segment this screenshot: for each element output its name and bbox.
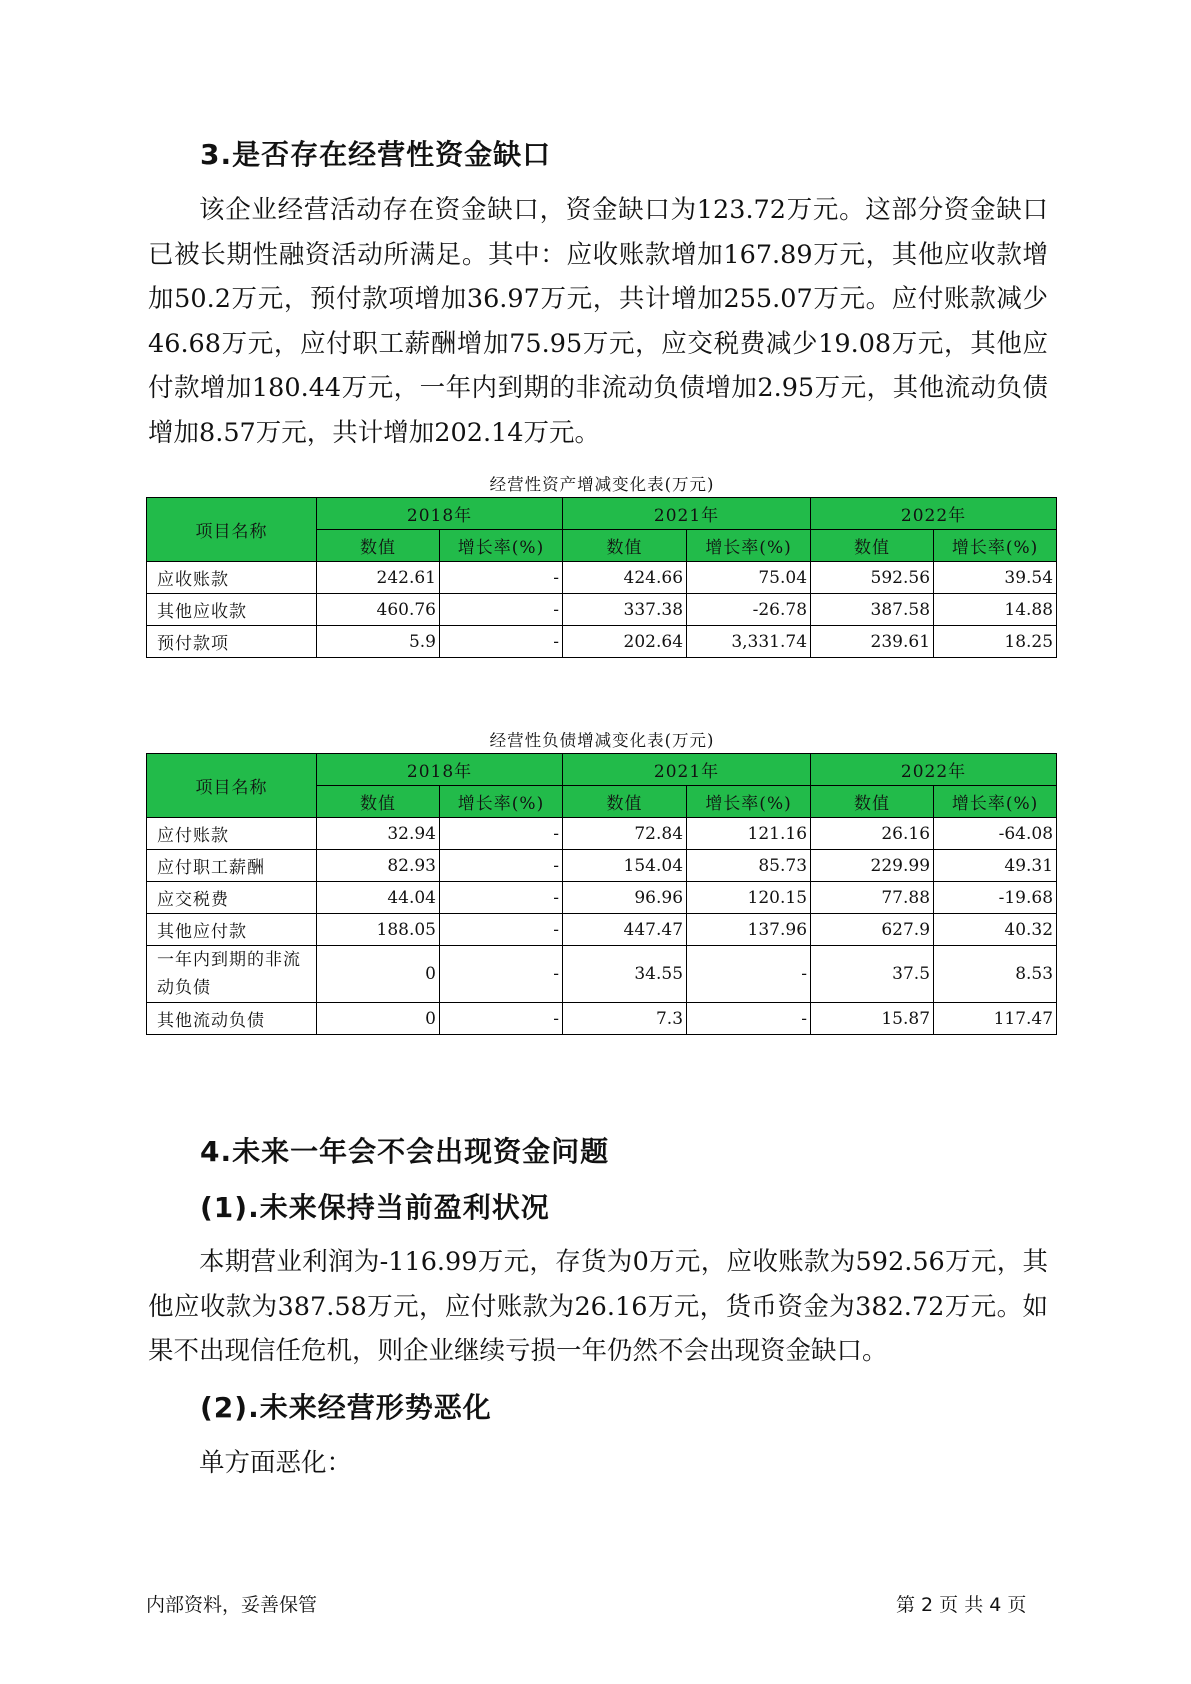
- table-row: [147, 914, 1057, 946]
- asset-table-caption: 经营性资产增减变化表(万元): [489, 475, 715, 494]
- cell-value: 37.5: [811, 946, 934, 1003]
- cell-value: 7.3: [563, 1003, 687, 1035]
- cell-value: 26.16: [811, 818, 934, 850]
- header-growth-rate: 增长率(%): [440, 530, 563, 562]
- subsection-2-paragraph: 单方面恶化：: [199, 1448, 353, 1478]
- cell-value: 627.9: [811, 914, 934, 946]
- header-value: 数值: [563, 530, 687, 562]
- header-year: 2018年: [317, 498, 563, 530]
- table-row: [147, 1003, 1057, 1035]
- header-growth-rate: 增长率(%): [440, 786, 563, 818]
- subsection-2-heading: (2).未来经营形势恶化: [200, 1391, 492, 1424]
- row-label: 一年内到期的非流动负债: [147, 946, 317, 1003]
- cell-rate: 75.04: [687, 562, 811, 594]
- cell-value: 424.66: [563, 562, 687, 594]
- cell-rate: 18.25: [934, 626, 1057, 658]
- header-growth-rate: 增长率(%): [687, 786, 811, 818]
- row-label: 应付职工薪酬: [147, 850, 317, 882]
- cell-value: 242.61: [317, 562, 440, 594]
- cell-value: 82.93: [317, 850, 440, 882]
- cell-value: 0: [317, 946, 440, 1003]
- cell-value: 0: [317, 1003, 440, 1035]
- footer-confidential-note: 内部资料，妥善保管: [146, 1594, 318, 1616]
- header-item-name: 项目名称: [147, 498, 317, 562]
- cell-value: 34.55: [563, 946, 687, 1003]
- cell-rate: 137.96: [687, 914, 811, 946]
- header-growth-rate: 增长率(%): [934, 786, 1057, 818]
- cell-rate: 39.54: [934, 562, 1057, 594]
- cell-rate: -: [440, 562, 563, 594]
- header-year: 2018年: [317, 754, 563, 786]
- header-value: 数值: [563, 786, 687, 818]
- section-3-heading: 3.是否存在经营性资金缺口: [200, 138, 552, 171]
- cell-rate: -: [440, 914, 563, 946]
- cell-rate: 40.32: [934, 914, 1057, 946]
- cell-rate: -64.08: [934, 818, 1057, 850]
- cell-rate: 14.88: [934, 594, 1057, 626]
- table-row: [147, 626, 1057, 658]
- section-4-heading: 4.未来一年会不会出现资金问题: [200, 1135, 610, 1168]
- table-row: [147, 946, 1057, 1003]
- cell-rate: -19.68: [934, 882, 1057, 914]
- cell-value: 229.99: [811, 850, 934, 882]
- row-label: 应付账款: [147, 818, 317, 850]
- row-label: 预付款项: [147, 626, 317, 658]
- header-value: 数值: [811, 786, 934, 818]
- cell-rate: -: [687, 946, 811, 1003]
- header-year: 2021年: [563, 498, 811, 530]
- cell-value: 72.84: [563, 818, 687, 850]
- header-value: 数值: [811, 530, 934, 562]
- cell-value: 154.04: [563, 850, 687, 882]
- liability-change-table: [146, 753, 1057, 1035]
- row-label: 其他应付款: [147, 914, 317, 946]
- header-growth-rate: 增长率(%): [687, 530, 811, 562]
- cell-rate: -: [440, 1003, 563, 1035]
- cell-value: 15.87: [811, 1003, 934, 1035]
- cell-rate: -: [440, 850, 563, 882]
- cell-value: 77.88: [811, 882, 934, 914]
- subsection-1-paragraph: 本期营业利润为-116.99万元，存货为0万元，应收账款为592.56万元，其他应收款为387.58万元，应付账款为26.16万元，货币资金为382.72万元。如果不出现信任危机，则企业继续亏损一年仍然不会出现资金缺口。: [148, 1247, 1048, 1366]
- cell-rate: -: [440, 594, 563, 626]
- cell-rate: 85.73: [687, 850, 811, 882]
- cell-value: 337.38: [563, 594, 687, 626]
- header-year: 2022年: [811, 498, 1057, 530]
- header-growth-rate: 增长率(%): [934, 530, 1057, 562]
- row-label: 应交税费: [147, 882, 317, 914]
- table-row: [147, 594, 1057, 626]
- cell-rate: 121.16: [687, 818, 811, 850]
- cell-rate: -: [440, 818, 563, 850]
- cell-rate: 8.53: [934, 946, 1057, 1003]
- row-label: 其他流动负债: [147, 1003, 317, 1035]
- header-item-name: 项目名称: [147, 754, 317, 818]
- cell-rate: -: [440, 882, 563, 914]
- cell-rate: -: [687, 1003, 811, 1035]
- cell-value: 44.04: [317, 882, 440, 914]
- header-year: 2021年: [563, 754, 811, 786]
- header-year: 2022年: [811, 754, 1057, 786]
- table-row: [147, 818, 1057, 850]
- cell-value: 592.56: [811, 562, 934, 594]
- cell-value: 32.94: [317, 818, 440, 850]
- cell-value: 239.61: [811, 626, 934, 658]
- footer-page-number: 第 2 页 共 4 页: [896, 1594, 1027, 1616]
- cell-value: 202.64: [563, 626, 687, 658]
- table-row: [147, 562, 1057, 594]
- cell-value: 5.9: [317, 626, 440, 658]
- cell-rate: -: [440, 626, 563, 658]
- cell-value: 460.76: [317, 594, 440, 626]
- subsection-1-heading: (1).未来保持当前盈利状况: [200, 1191, 550, 1224]
- section-3-paragraph: 该企业经营活动存在资金缺口，资金缺口为123.72万元。这部分资金缺口已被长期性融资活动所满足。其中：应收账款增加167.89万元，其他应收款增加50.2万元，预付款项增加36.97万元，共计增加255.07万元。应付账款减少46.68万元，应付职工薪酬增加75.95万元，应交税费减少19.08万元，其他应付款增加180.44万元，一年内到期的非流动负债增加2.95万元，其他流动负债增加8.57万元，共计增加202.14万元。: [148, 195, 1048, 448]
- cell-value: 387.58: [811, 594, 934, 626]
- cell-value: 96.96: [563, 882, 687, 914]
- table-row: [147, 850, 1057, 882]
- cell-rate: 117.47: [934, 1003, 1057, 1035]
- asset-change-table: [146, 497, 1057, 658]
- cell-rate: -26.78: [687, 594, 811, 626]
- header-value: 数值: [317, 530, 440, 562]
- table-row: [147, 882, 1057, 914]
- header-value: 数值: [317, 786, 440, 818]
- cell-rate: 49.31: [934, 850, 1057, 882]
- liability-table-caption: 经营性负债增减变化表(万元): [489, 731, 715, 750]
- cell-value: 447.47: [563, 914, 687, 946]
- row-label: 应收账款: [147, 562, 317, 594]
- row-label: 其他应收款: [147, 594, 317, 626]
- cell-rate: 120.15: [687, 882, 811, 914]
- cell-rate: 3,331.74: [687, 626, 811, 658]
- cell-rate: -: [440, 946, 563, 1003]
- cell-value: 188.05: [317, 914, 440, 946]
